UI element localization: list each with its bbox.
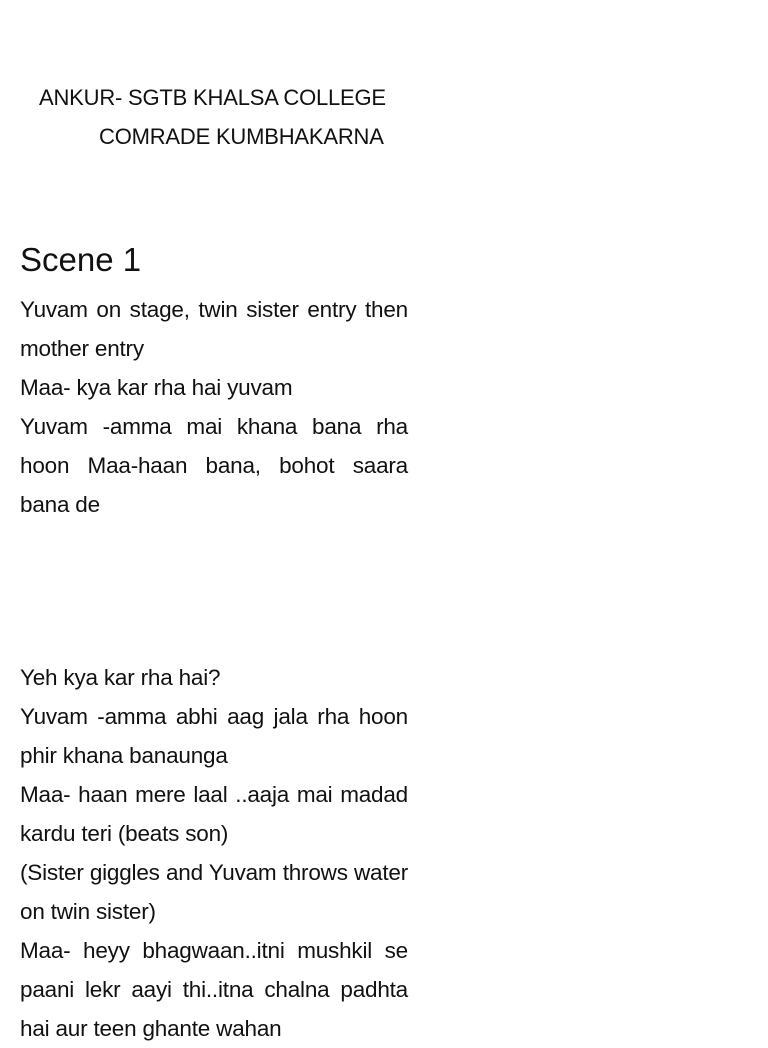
script-block-1 [20,290,408,524]
script-block-2 [20,658,408,1048]
play-title-header: COMRADE KUMBHAKARNA [99,124,384,149]
stage-direction: (Sister giggles and Yuvam throws water on twin sister) [20,860,408,924]
dialogue-line: Maa- haan mere laal ..aaja mai madad kardu teri (beats son) [20,782,408,846]
dialogue-line: Maa- heyy bhagwaan..itni mushkil se paani lekr aayi thi..itna chalna padhta hai aur teen ghante wahan [20,938,408,1041]
dialogue-line: Maa- kya kar rha hai yuvam [20,375,293,400]
scene-heading: Scene 1 [20,241,142,278]
stage-direction: Yuvam on stage, twin sister entry then mother entry [20,297,408,361]
dialogue-line: Yuvam -amma abhi aag jala rha hoon phir khana banaunga [20,704,408,768]
college-name-header: ANKUR- SGTB KHALSA COLLEGE [39,85,386,110]
dialogue-line: Yuvam -amma mai khana bana rha hoon Maa-haan bana, bohot saara bana de [20,414,408,517]
dialogue-line: Yeh kya kar rha hai? [20,665,221,690]
